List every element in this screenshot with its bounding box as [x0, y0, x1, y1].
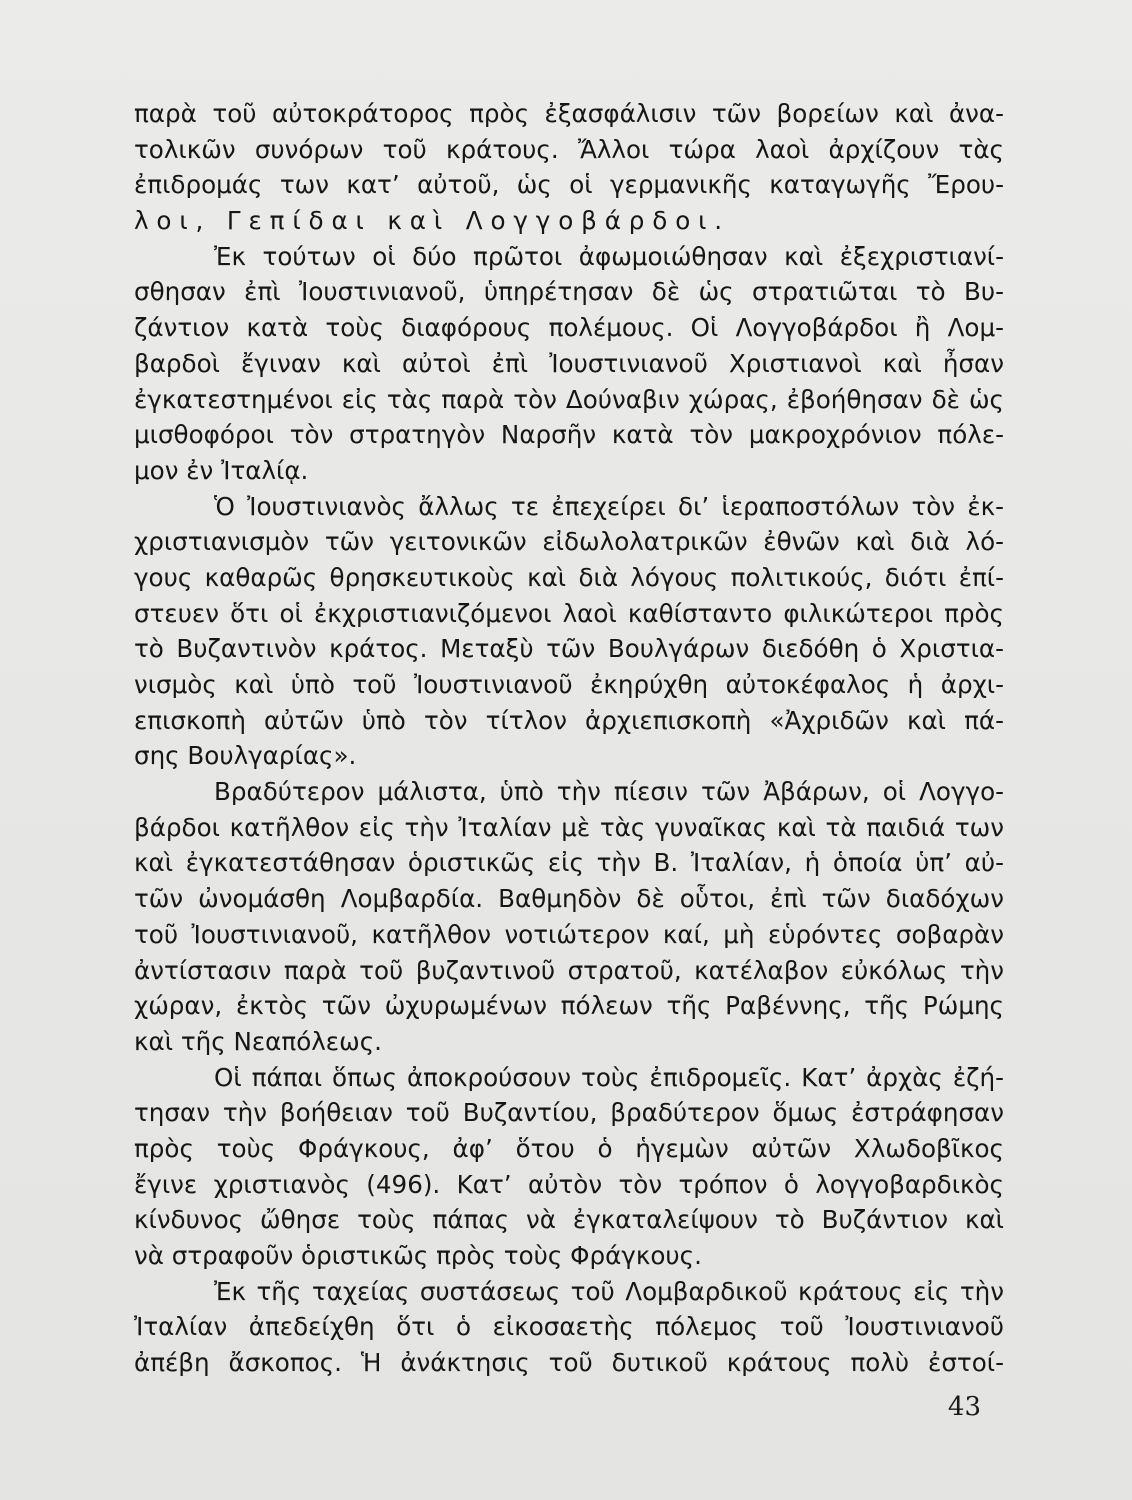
text-line: βάρδοι κατῆλθον εἰς τὴν Ἰταλίαν μὲ τὰς γυναῖκας καὶ τὰ παιδιά των — [134, 812, 1004, 842]
text-line: χώραν, ἐκτὸς τῶν ὠχυρωμένων πόλεων τῆς Ραβέννης, τῆς Ρώμης — [134, 991, 1004, 1021]
text-line: τοῦ Ἰουστινιανοῦ, κατῆλθον νοτιώτερον καί, μὴ εὑρόντες σοβαρὰν — [134, 919, 1004, 949]
text-line: κίνδυνος ὤθησε τοὺς πάπας νὰ ἐγκαταλείψουν τὸ Βυζάντιον καὶ — [134, 1205, 1004, 1235]
text-line: παρὰ τοῦ αὐτοκράτορος πρὸς ἐξασφάλισιν τῶν βορείων καὶ ἀνα- — [134, 99, 1004, 128]
page-number: 43 — [947, 1392, 981, 1422]
text-line: ἐπιδρομάς των κατ’ αὐτοῦ, ὡς οἱ γερμανικῆς καταγωγῆς Ἔρου- — [134, 170, 1004, 200]
text-line: λοι, Γεπίδαι καὶ Λογγοβάρδοι. — [134, 206, 730, 236]
text-line: νισμὸς καὶ ὑπὸ τοῦ Ἰουστινιανοῦ ἐκηρύχθη αὐτοκέφαλος ἡ ἀρχι- — [134, 670, 1004, 699]
text-line: ζάντιον κατὰ τοὺς διαφόρους πολέμους. Οἱ Λογγοβάρδοι ἢ Λομ- — [134, 313, 1004, 343]
text-line: μισθοφόροι τὸν στρατηγὸν Ναρσῆν κατὰ τὸν μακροχρόνιον πόλε- — [134, 420, 1004, 450]
text-line: χριστιανισμὸν τῶν γειτονικῶν εἰδωλολατρικῶν ἐθνῶν καὶ διὰ λό- — [134, 527, 1004, 557]
text-line: γους καθαρῶς θρησκευτικοὺς καὶ διὰ λόγους πολιτικούς, διότι ἐπί- — [134, 562, 1004, 592]
text-line: ἀντίστασιν παρὰ τοῦ βυζαντινοῦ στρατοῦ, κατέλαβον εὐκόλως τὴν — [134, 955, 1004, 985]
text-line: τολικῶν συνόρων τοῦ κράτους. Ἄλλοι τώρα λαοὶ ἀρχίζουν τὰς — [134, 134, 1004, 164]
text-line: στευεν ὅτι οἱ ἐκχριστιανιζόμενοι λαοὶ καθίσταντο φιλικώτεροι πρὸς — [134, 598, 1004, 628]
text-line: ἐγκατεστημένοι εἰς τὰς παρὰ τὸν Δούναβιν χώρας, ἐβοήθησαν δὲ ὡς — [134, 384, 1004, 414]
text-line: Βραδύτερον μάλιστα, ὑπὸ τὴν πίεσιν τῶν Ἀβάρων, οἱ Λογγο- — [214, 777, 1004, 807]
text-line: τησαν τὴν βοήθειαν τοῦ Βυζαντίου, βραδύτερον ὅμως ἐστράφησαν — [134, 1098, 1004, 1128]
text-line: Ἰταλίαν ἀπεδείχθη ὅτι ὁ εἰκοσαετὴς πόλεμος τοῦ Ἰουστινιανοῦ — [134, 1312, 1004, 1342]
text-line: Ἐκ τῆς ταχείας συστάσεως τοῦ Λομβαρδικοῦ κράτους εἰς τὴν — [214, 1276, 1004, 1306]
text-line: σης Βουλγαρίας». — [134, 741, 357, 771]
text-line: καὶ ἐγκατεστάθησαν ὁριστικῶς εἰς τὴν Β. Ἰταλίαν, ἡ ὁποία ὑπ’ αὐ- — [134, 848, 1004, 878]
text-line: ἀπέβη ἄσκοπος. Ἡ ἀνάκτησις τοῦ δυτικοῦ κράτους πολὺ ἐστοί- — [134, 1348, 1004, 1378]
text-line: Ὁ Ἰουστινιανὸς ἄλλως τε ἐπεχείρει δι’ ἱεραποστόλων τὸν ἐκ- — [214, 491, 1004, 521]
text-line: πρὸς τοὺς Φράγκους, ἀφ’ ὅτου ὁ ἡγεμὼν αὐτῶν Χλωδοβῖκος — [134, 1133, 1004, 1163]
text-line: βαρδοὶ ἔγιναν καὶ αὐτοὶ ἐπὶ Ἰουστινιανοῦ Χριστιανοὶ καὶ ἦσαν — [134, 348, 1004, 378]
text-line: Οἱ πάπαι ὅπως ἀποκρούσουν τοὺς ἐπιδρομεῖς. Κατ’ ἀρχὰς ἐζή- — [214, 1062, 1004, 1092]
text-line: τῶν ὠνομάσθη Λομβαρδία. Βαθμηδὸν δὲ οὗτοι, ἐπὶ τῶν διαδόχων — [134, 884, 1004, 914]
text-line: καὶ τῆς Νεαπόλεως. — [134, 1026, 382, 1056]
text-line: τὸ Βυζαντινὸν κράτος. Μεταξὺ τῶν Βουλγάρων διεδόθη ὁ Χριστια- — [134, 634, 1004, 664]
text-line: νὰ στραφοῦν ὁριστικῶς πρὸς τοὺς Φράγκους. — [134, 1241, 702, 1270]
text-line: μον ἐν Ἰταλίᾳ. — [134, 455, 309, 485]
text-line: ἔγινε χριστιανὸς (496). Κατ’ αὐτὸν τὸν τρόπον ὁ λογγοβαρδικὸς — [134, 1169, 1004, 1199]
text-line: επισκοπὴ αὐτῶν ὑπὸ τὸν τίτλον ἀρχιεπισκοπὴ «Ἀχριδῶν καὶ πά- — [134, 705, 1004, 735]
text-line: σθησαν ἐπὶ Ἰουστινιανοῦ, ὑπηρέτησαν δὲ ὡς στρατιῶται τὸ Βυ- — [134, 277, 1004, 307]
body-text — [134, 96, 1004, 1381]
text-line: Ἐκ τούτων οἱ δύο πρῶτοι ἀφωμοιώθησαν καὶ ἐξεχριστιανί- — [214, 241, 1004, 271]
